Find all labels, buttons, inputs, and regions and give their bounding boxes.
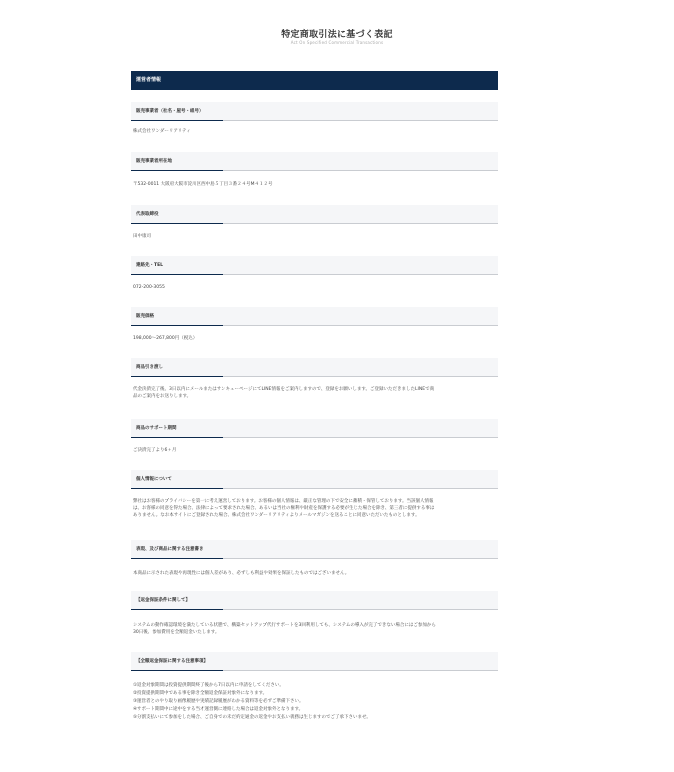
section-refund-notes: [131, 652, 498, 722]
section-heading: 【全額返金保証に関する注意事項】: [131, 652, 498, 671]
operator-info-banner: 運営者情報: [131, 71, 498, 90]
section-refund-conditions: [131, 591, 498, 636]
section-contact: [131, 256, 498, 291]
page-title: 特定商取引法に基づく表記: [281, 30, 393, 40]
section-heading: 商品のサポート期間: [131, 419, 498, 438]
section-seller: [131, 102, 498, 135]
section-heading: 販売事業者（社名・屋号・組号）: [131, 102, 498, 121]
section-body: 〒532-0011 大阪府大阪市淀川区西中島５丁目３番２４号M４１２号: [133, 182, 273, 187]
section-privacy: [131, 470, 498, 519]
section-body: 代金決済完了後、3日以内にメールまたはサンキューページにてLINE情報をご案内しますので、登録をお願いします。ご登録いただきましたLINEで商 品のご案内をお送りします。: [133, 387, 435, 399]
section-address: [131, 152, 498, 188]
section-heading: 商品引き渡し: [131, 358, 498, 377]
section-delivery: [131, 358, 498, 400]
section-body: ①返金対象期間は投資提供期間終了後から7日以内に申請をしてください。 ②投資提供期間中である事を除き全額返金保証対象外になります。 ③運営者とのやり取り画像履歴や実績記録履歴がわかる資料等を必ずご準備下さい。 ④サポート期間中に途中をする当才運営側に連絡した場合は返金対象外となります。 ⑤分割支払いにて参加をした場合、ご自身での未だ約定通金の返金やお支払い義務は生じますのでご了承下さいませ。: [133, 683, 371, 720]
section-heading: 個人情報について: [131, 470, 498, 489]
section-body: 弊社はお客様のプライバシーを第一に考え運営しております。お客様の個人情報は、厳正な管理の下で安全に蓄積・保管しております。当該個人情報 は、お客様の同意を得た場合、法律によって要求された場合、あるいは当社の権利や財産を保護する必要が生じた場合を除き、第三者に提供する事は ありません。なお本サイトにご登録された場合、株式会社ワンダーリアリティよりメールマガジンを送ることに同意いただいたものとします。: [133, 499, 435, 518]
section-heading: 表現、及び商品に関する注意書き: [131, 540, 498, 559]
section-heading: 連絡先・TEL: [131, 256, 498, 275]
section-body: 072-200-3055: [133, 285, 165, 290]
section-body: 田中康司: [133, 234, 151, 239]
section-body: ご決済完了より6ヶ月: [133, 448, 177, 453]
section-body: 本商品に示された表現や再現性には個人差があり、必ずしも利益や効果を保証したものではございません。: [133, 571, 350, 576]
section-support-period: [131, 419, 498, 454]
section-heading: 販売価格: [131, 307, 498, 326]
section-body: システムの動作確認環境を満たしている状態で、構築セットアップ代行サポートを3回利用しても、システムの導入が完了できない場合にはご参加から 30日後、参加費用を全額返金いたします。: [133, 623, 436, 635]
section-disclaimer: [131, 540, 498, 577]
section-heading: 代表取締役: [131, 205, 498, 224]
page-subtitle: Act On Specified Commercial Transactions: [290, 40, 384, 45]
section-representative: [131, 205, 498, 240]
section-price: [131, 307, 498, 342]
section-heading: 販売事業者所在地: [131, 152, 498, 171]
section-heading: 【返金保証条件に関して】: [131, 591, 498, 610]
section-body: 198,000〜267,800円（税込）: [133, 336, 198, 341]
section-body: 株式会社ワンダーリアリティ: [133, 129, 191, 134]
